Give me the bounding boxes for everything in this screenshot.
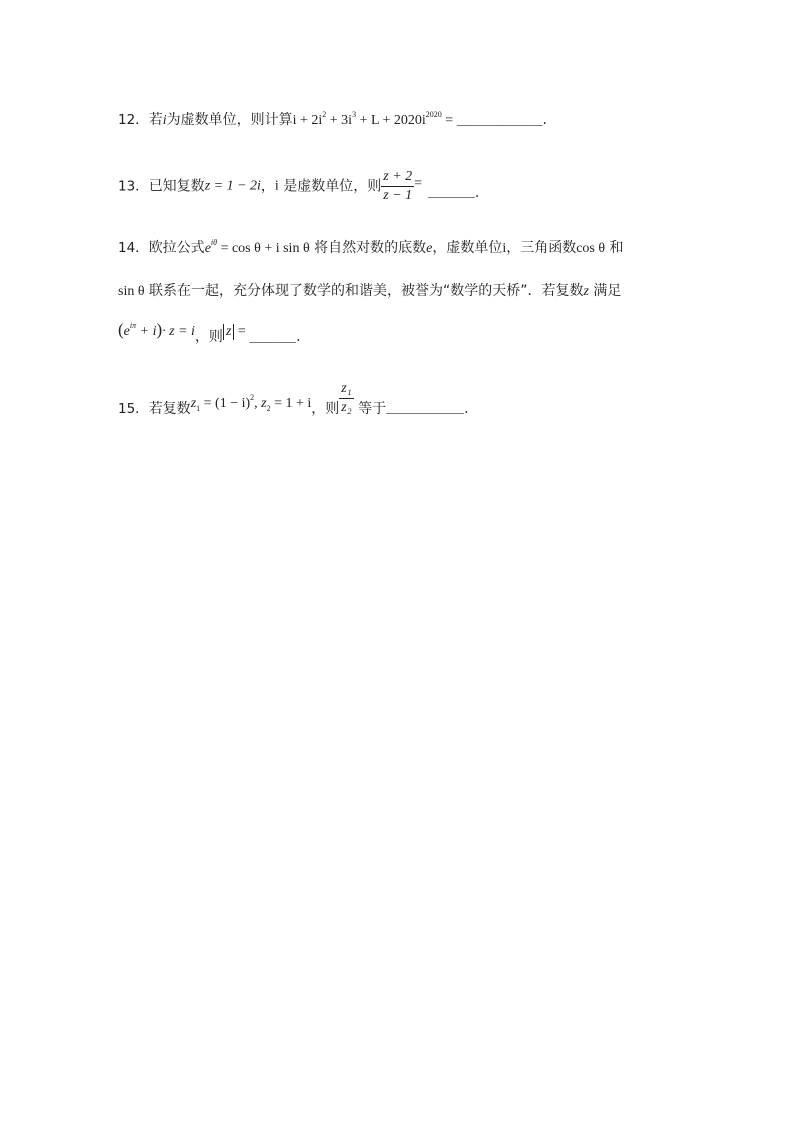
question-13: 13．已知复数z = 1 − 2i，i 是虚数单位，则 $\frac{z + 2}{z - 1}$ =______.: [118, 169, 480, 203]
question-text: 若: [148, 112, 163, 128]
math-var-i: i: [274, 178, 279, 194]
answer-blank[interactable]: ___________: [456, 113, 543, 128]
fraction-numerator: z + 2: [381, 168, 414, 187]
answer-blank[interactable]: ______: [249, 330, 297, 345]
question-14-line-1: 14．欧拉公式$e^{i\theta} = \cos \theta + i$ sin θ 将自然对数的底数e，虚数单位i，三角函数cos θ 和: [118, 238, 624, 256]
question-number: 13．: [118, 178, 149, 195]
math-expression: z = 1 − 2i: [204, 178, 261, 194]
question-number: 14．: [118, 240, 149, 256]
question-14-line-2: sin θ 联系在一起，充分体现了数学的和谐美，被誉为“数学的天桥”．若复数z 满足: [118, 283, 622, 299]
fraction-denominator: z₂: [341, 400, 352, 415]
question-text: 欧拉公式: [148, 240, 205, 256]
math-var-i: i: [162, 113, 167, 128]
answer-blank[interactable]: ______: [428, 184, 475, 200]
question-text: 为虚数单位，则计算: [166, 112, 293, 128]
question-text: 将自然对数的底数: [309, 240, 427, 256]
question-14-line-3: $(e^{i\pi} + i)\cdot z = i$，则 z = ______.: [118, 320, 301, 345]
math-expression: $z_1 = (1 - i)^2$, $z_2 = 1 + i$: [190, 393, 312, 413]
question-text: 联系在一起，充分体现了数学的和谐美，被誉为“数学的天桥”．若复数: [144, 283, 584, 299]
question-12: 12．若i为虚数单位，则计算$i + 2i^2 + 3i^3 + L + 2020i^{2020}$ = ___________.: [118, 110, 547, 128]
question-number: 15．: [118, 400, 149, 417]
fraction: [339, 380, 353, 417]
math-expression: $(e^{i\pi} + i)\cdot z = i$: [118, 320, 195, 339]
answer-blank[interactable]: __________: [386, 400, 465, 416]
fraction: [381, 168, 414, 205]
math-expression: $e^{i\theta} = \cos \theta + i$ sin θ: [204, 238, 310, 256]
fraction-numerator: z₁: [339, 380, 353, 399]
absolute-value: z: [223, 324, 234, 340]
fraction-denominator: z − 1: [383, 188, 413, 203]
question-text: 若复数: [148, 400, 191, 417]
math-expression: $i + 2i^2 + 3i^3 + L + 2020i^{2020}$ =: [292, 110, 457, 128]
question-number: 12．: [118, 112, 149, 128]
question-text: 是虚数单位，则: [278, 178, 382, 195]
question-text: 已知复数: [148, 178, 205, 195]
question-15: 15．若复数$z_1 = (1 - i)^2$, $z_2 = 1 + i$，则 $\frac{\text{z₁}}{\text{z₂}}$ 等于__________.: [118, 381, 469, 417]
